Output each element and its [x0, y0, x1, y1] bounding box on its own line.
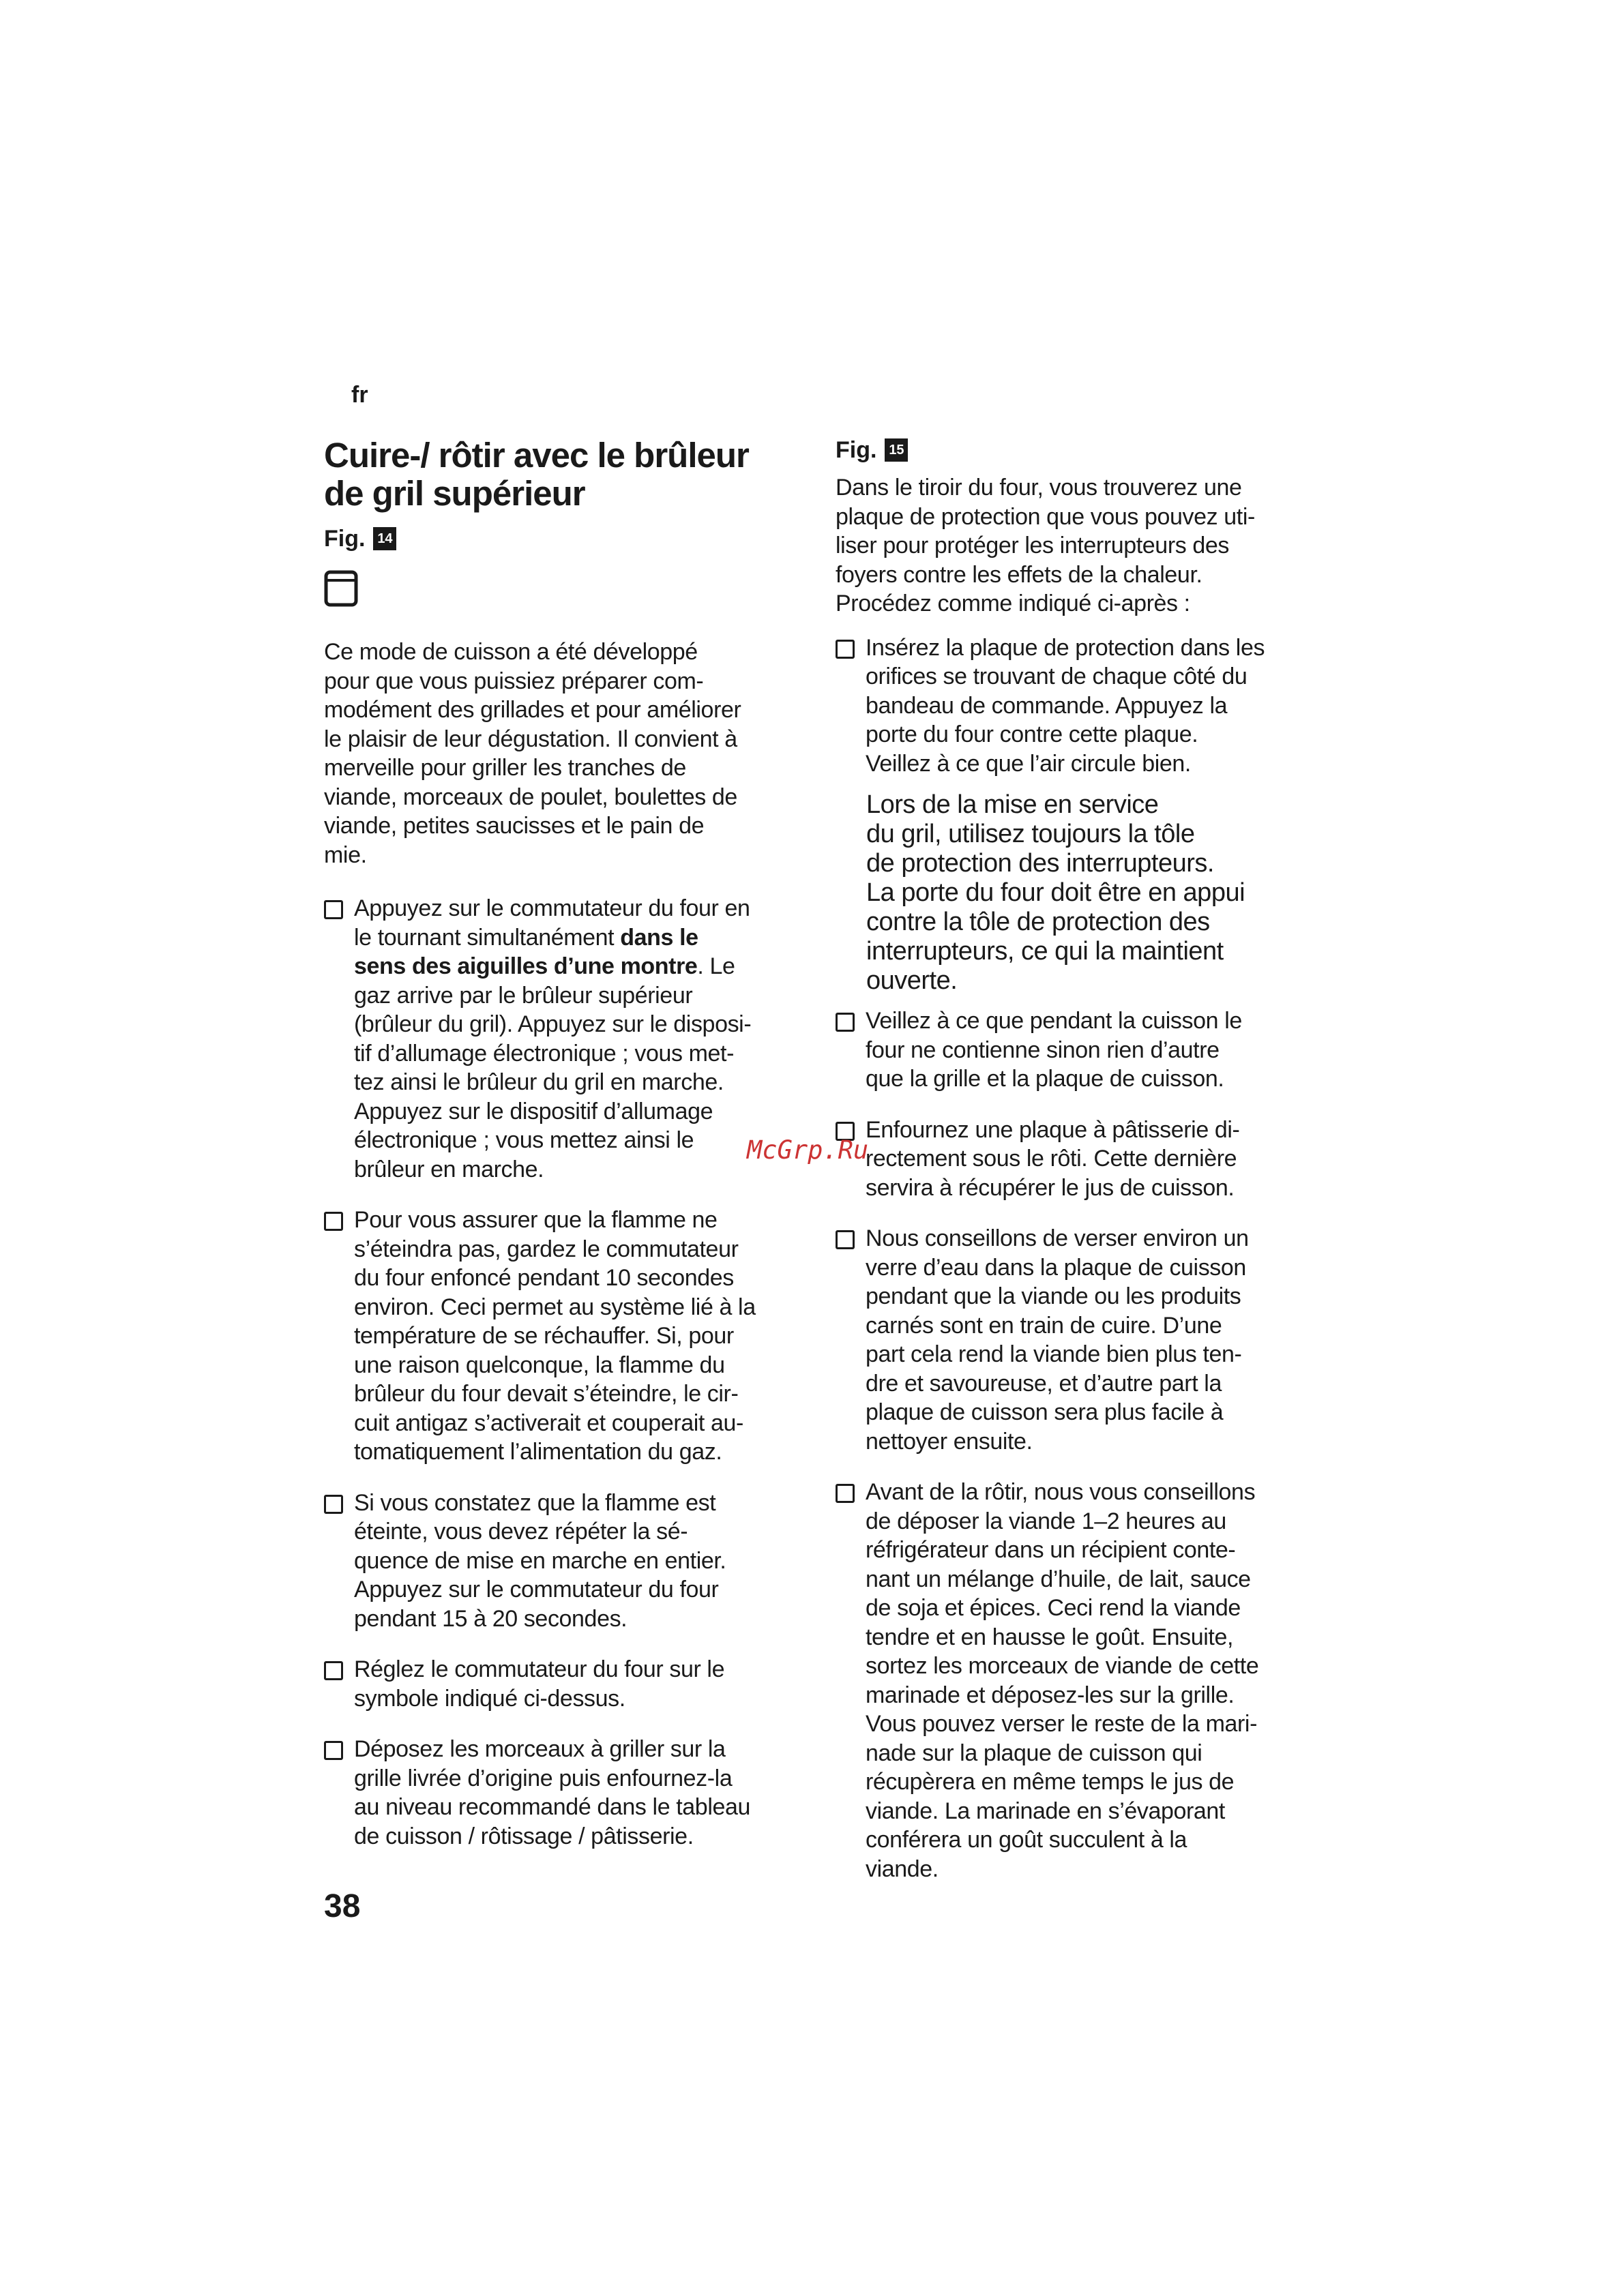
text-line: foyers contre les effets de la chaleur. — [836, 561, 1202, 588]
text-line: de cuisson / rôtissage / pâtisserie. — [354, 1823, 694, 1849]
list-item-text — [866, 1116, 1333, 1203]
text-line: brûleur en marche. — [354, 1156, 544, 1182]
text-line: viande, petites saucisses et le pain de — [324, 813, 705, 839]
list-item-text — [866, 633, 1333, 779]
list-item-text — [354, 1655, 815, 1713]
text-line: plaque de cuisson sera plus facile à — [866, 1399, 1224, 1425]
text-line: bandeau de commande. Appuyez la — [866, 692, 1228, 719]
list-item — [836, 1007, 1333, 1094]
watermark: McGrp.Ru — [747, 1135, 869, 1165]
figure-number: 15 — [885, 438, 908, 462]
page-number: 38 — [324, 1888, 361, 1924]
checkbox-icon — [836, 640, 855, 659]
text-line: Veillez à ce que pendant la cuisson le — [866, 1008, 1242, 1034]
intro-paragraph — [324, 638, 815, 869]
list-item-text — [866, 1478, 1333, 1883]
figure-reference — [836, 436, 1333, 464]
figure-reference — [324, 525, 815, 552]
text-line: Réglez le commutateur du four sur le — [354, 1656, 725, 1682]
top-grill-mode-icon — [324, 570, 358, 607]
text-line: de soja et épices. Ceci rend la viande — [866, 1595, 1241, 1621]
text-line: marinade et déposez-les sur la grille. — [866, 1682, 1235, 1708]
text-line: s’éteindra pas, gardez le commutateur — [354, 1236, 739, 1262]
text-line: nettoyer ensuite. — [866, 1428, 1033, 1455]
checkbox-icon — [324, 1212, 343, 1231]
text-line: modément des grillades et pour améliorer — [324, 697, 741, 723]
title-line: de gril supérieur — [324, 474, 585, 513]
text-line: (brûleur du gril). Appuyez sur le disposi- — [354, 1011, 752, 1037]
text-line: Enfournez une plaque à pâtisserie di- — [866, 1116, 1240, 1143]
text-line: four ne contienne sinon rien d’autre — [866, 1037, 1220, 1063]
text-line: nade sur la plaque de cuisson qui — [866, 1740, 1202, 1766]
text-line: Dans le tiroir du four, vous trouverez une — [836, 475, 1242, 501]
text-line: récupèrera en même temps le jus de — [866, 1769, 1235, 1795]
list-item-text — [354, 1206, 815, 1467]
text-line: orifices se trouvant de chaque côté du — [866, 664, 1247, 689]
list-item-text — [354, 1735, 815, 1851]
list-item — [324, 1655, 815, 1713]
text-line: part cela rend la viande bien plus ten- — [866, 1341, 1242, 1367]
text-line: verre d’eau dans la plaque de cuisson — [866, 1254, 1246, 1281]
text-line: au niveau recommandé dans le tableau — [354, 1794, 750, 1820]
text-line: éteinte, vous devez répéter la sé- — [354, 1519, 688, 1545]
text-line: pour que vous puissiez préparer com- — [324, 668, 704, 694]
text-line: tez ainsi le brûleur du gril en marche. — [354, 1069, 724, 1095]
text-line: nant un mélange d’huile, de lait, sauce — [866, 1566, 1251, 1592]
list-item-text — [354, 894, 815, 1184]
safety-note — [866, 790, 1333, 996]
text-line: Procédez comme indiqué ci-après : — [836, 591, 1190, 616]
bold-text: sens des aiguilles d’une montre — [354, 953, 698, 979]
text-line: ouverte. — [866, 966, 958, 995]
text-line: électronique ; vous mettez ainsi le — [354, 1127, 694, 1153]
bold-text: dans le — [620, 924, 698, 951]
figure-label: Fig. — [324, 525, 366, 552]
text-line: Appuyez sur le commutateur du four — [354, 1577, 719, 1602]
text-line: le plaisir de leur dégustation. Il convient à — [324, 726, 737, 752]
text-line — [354, 923, 815, 953]
text-line: Déposez les morceaux à griller sur la — [354, 1736, 726, 1762]
list-item-text — [866, 1007, 1333, 1094]
text-line: de déposer la viande 1–2 heures au — [866, 1508, 1226, 1534]
section-title — [324, 436, 815, 513]
left-column — [324, 436, 815, 1873]
text-line: cuit antigaz s’activerait et couperait au- — [354, 1410, 743, 1436]
text-line: quence de mise en marche en entier. — [354, 1547, 726, 1574]
list-item — [324, 1206, 815, 1467]
text-line: contre la tôle de protection des — [866, 908, 1210, 936]
text-run: . Le — [697, 953, 735, 979]
text-line: du gril, utilisez toujours la tôle — [866, 820, 1195, 848]
intro-paragraph — [836, 473, 1333, 618]
text-line: Ce mode de cuisson a été développé — [324, 639, 698, 665]
text-line: Lors de la mise en service — [866, 790, 1159, 819]
text-line: La porte du four doit être en appui — [866, 878, 1245, 907]
figure-label: Fig. — [836, 436, 877, 463]
text-run: le tournant simultanément — [354, 924, 621, 951]
text-line: grille livrée d’origine puis enfournez-la — [354, 1765, 733, 1791]
text-line: réfrigérateur dans un récipient conte- — [866, 1537, 1236, 1563]
checkbox-icon — [836, 1230, 855, 1249]
text-line: Si vous constatez que la flamme est — [354, 1489, 716, 1516]
text-line: mie. — [324, 841, 367, 868]
language-code: fr — [351, 382, 368, 408]
text-line: environ. Ceci permet au système lié à la — [354, 1294, 756, 1320]
list-item-text — [354, 1489, 815, 1634]
text-line: Insérez la plaque de protection dans les — [866, 634, 1265, 661]
text-line: une raison quelconque, la flamme du — [354, 1352, 725, 1378]
checkbox-icon — [324, 1741, 343, 1760]
text-line — [354, 952, 815, 981]
checkbox-icon — [324, 1661, 343, 1680]
text-line: interrupteurs, ce qui la maintient — [866, 937, 1224, 966]
checkbox-icon — [836, 1484, 855, 1503]
text-line: dre et savoureuse, et d’autre part la — [866, 1370, 1222, 1397]
text-line: plaque de protection que vous pouvez uti- — [836, 503, 1255, 530]
list-item — [836, 633, 1333, 779]
figure-number: 14 — [373, 527, 396, 550]
text-line: pendant que la viande ou les produits — [866, 1283, 1241, 1309]
text-line: température de se réchauffer. Si, pour — [354, 1323, 734, 1349]
text-line: symbole indiqué ci-dessus. — [354, 1685, 625, 1712]
text-line: Appuyez sur le dispositif d’allumage — [354, 1098, 713, 1124]
checkbox-icon — [324, 1495, 343, 1514]
title-line: Cuire-/ rôtir avec le brûleur — [324, 436, 749, 475]
list-item-text — [866, 1224, 1333, 1456]
text-line: tomatiquement l’alimentation du gaz. — [354, 1439, 722, 1465]
list-item — [836, 1478, 1333, 1883]
text-line: sortez les morceaux de viande de cette — [866, 1653, 1259, 1679]
text-line: tif d’allumage électronique ; vous met- — [354, 1040, 735, 1067]
text-line: viande. — [866, 1855, 939, 1882]
text-line: de protection des interrupteurs. — [866, 849, 1214, 878]
text-line: servira à récupérer le jus de cuisson. — [866, 1174, 1235, 1201]
text-line: Avant de la rôtir, nous vous conseillons — [866, 1479, 1256, 1505]
text-line: pendant 15 à 20 secondes. — [354, 1605, 628, 1632]
list-item — [324, 1489, 815, 1634]
text-line: conférera un goût succulent à la — [866, 1827, 1187, 1853]
text-line: viande. La marinade en s’évaporant — [866, 1798, 1225, 1824]
text-line: du four enfoncé pendant 10 secondes — [354, 1265, 734, 1291]
checkbox-icon — [324, 900, 343, 919]
text-line: gaz arrive par le brûleur supérieur — [354, 982, 693, 1009]
list-item — [324, 894, 815, 1184]
text-line: Veillez à ce que l’air circule bien. — [866, 750, 1191, 777]
text-line: Pour vous assurer que la flamme ne — [354, 1207, 718, 1233]
text-line: carnés sont en train de cuire. D’une — [866, 1312, 1222, 1339]
text-line: Appuyez sur le commutateur du four en — [354, 895, 750, 921]
list-item — [324, 1735, 815, 1851]
text-line: tendre et en hausse le goût. Ensuite, — [866, 1624, 1234, 1650]
right-column — [836, 436, 1333, 1905]
text-line: que la grille et la plaque de cuisson. — [866, 1066, 1224, 1092]
text-line: brûleur du four devait s’éteindre, le cir- — [354, 1381, 739, 1407]
text-line: rectement sous le rôti. Cette dernière — [866, 1146, 1237, 1172]
list-item — [836, 1116, 1333, 1203]
text-line: viande, morceaux de poulet, boulettes de — [324, 784, 737, 810]
text-line: porte du four contre cette plaque. — [866, 721, 1198, 747]
text-line: Vous pouvez verser le reste de la mari- — [866, 1711, 1258, 1737]
text-line: Nous conseillons de verser environ un — [866, 1225, 1249, 1251]
text-line: liser pour protéger les interrupteurs des — [836, 533, 1230, 558]
checkbox-icon — [836, 1013, 855, 1032]
text-line: merveille pour griller les tranches de — [324, 755, 686, 781]
list-item — [836, 1224, 1333, 1456]
